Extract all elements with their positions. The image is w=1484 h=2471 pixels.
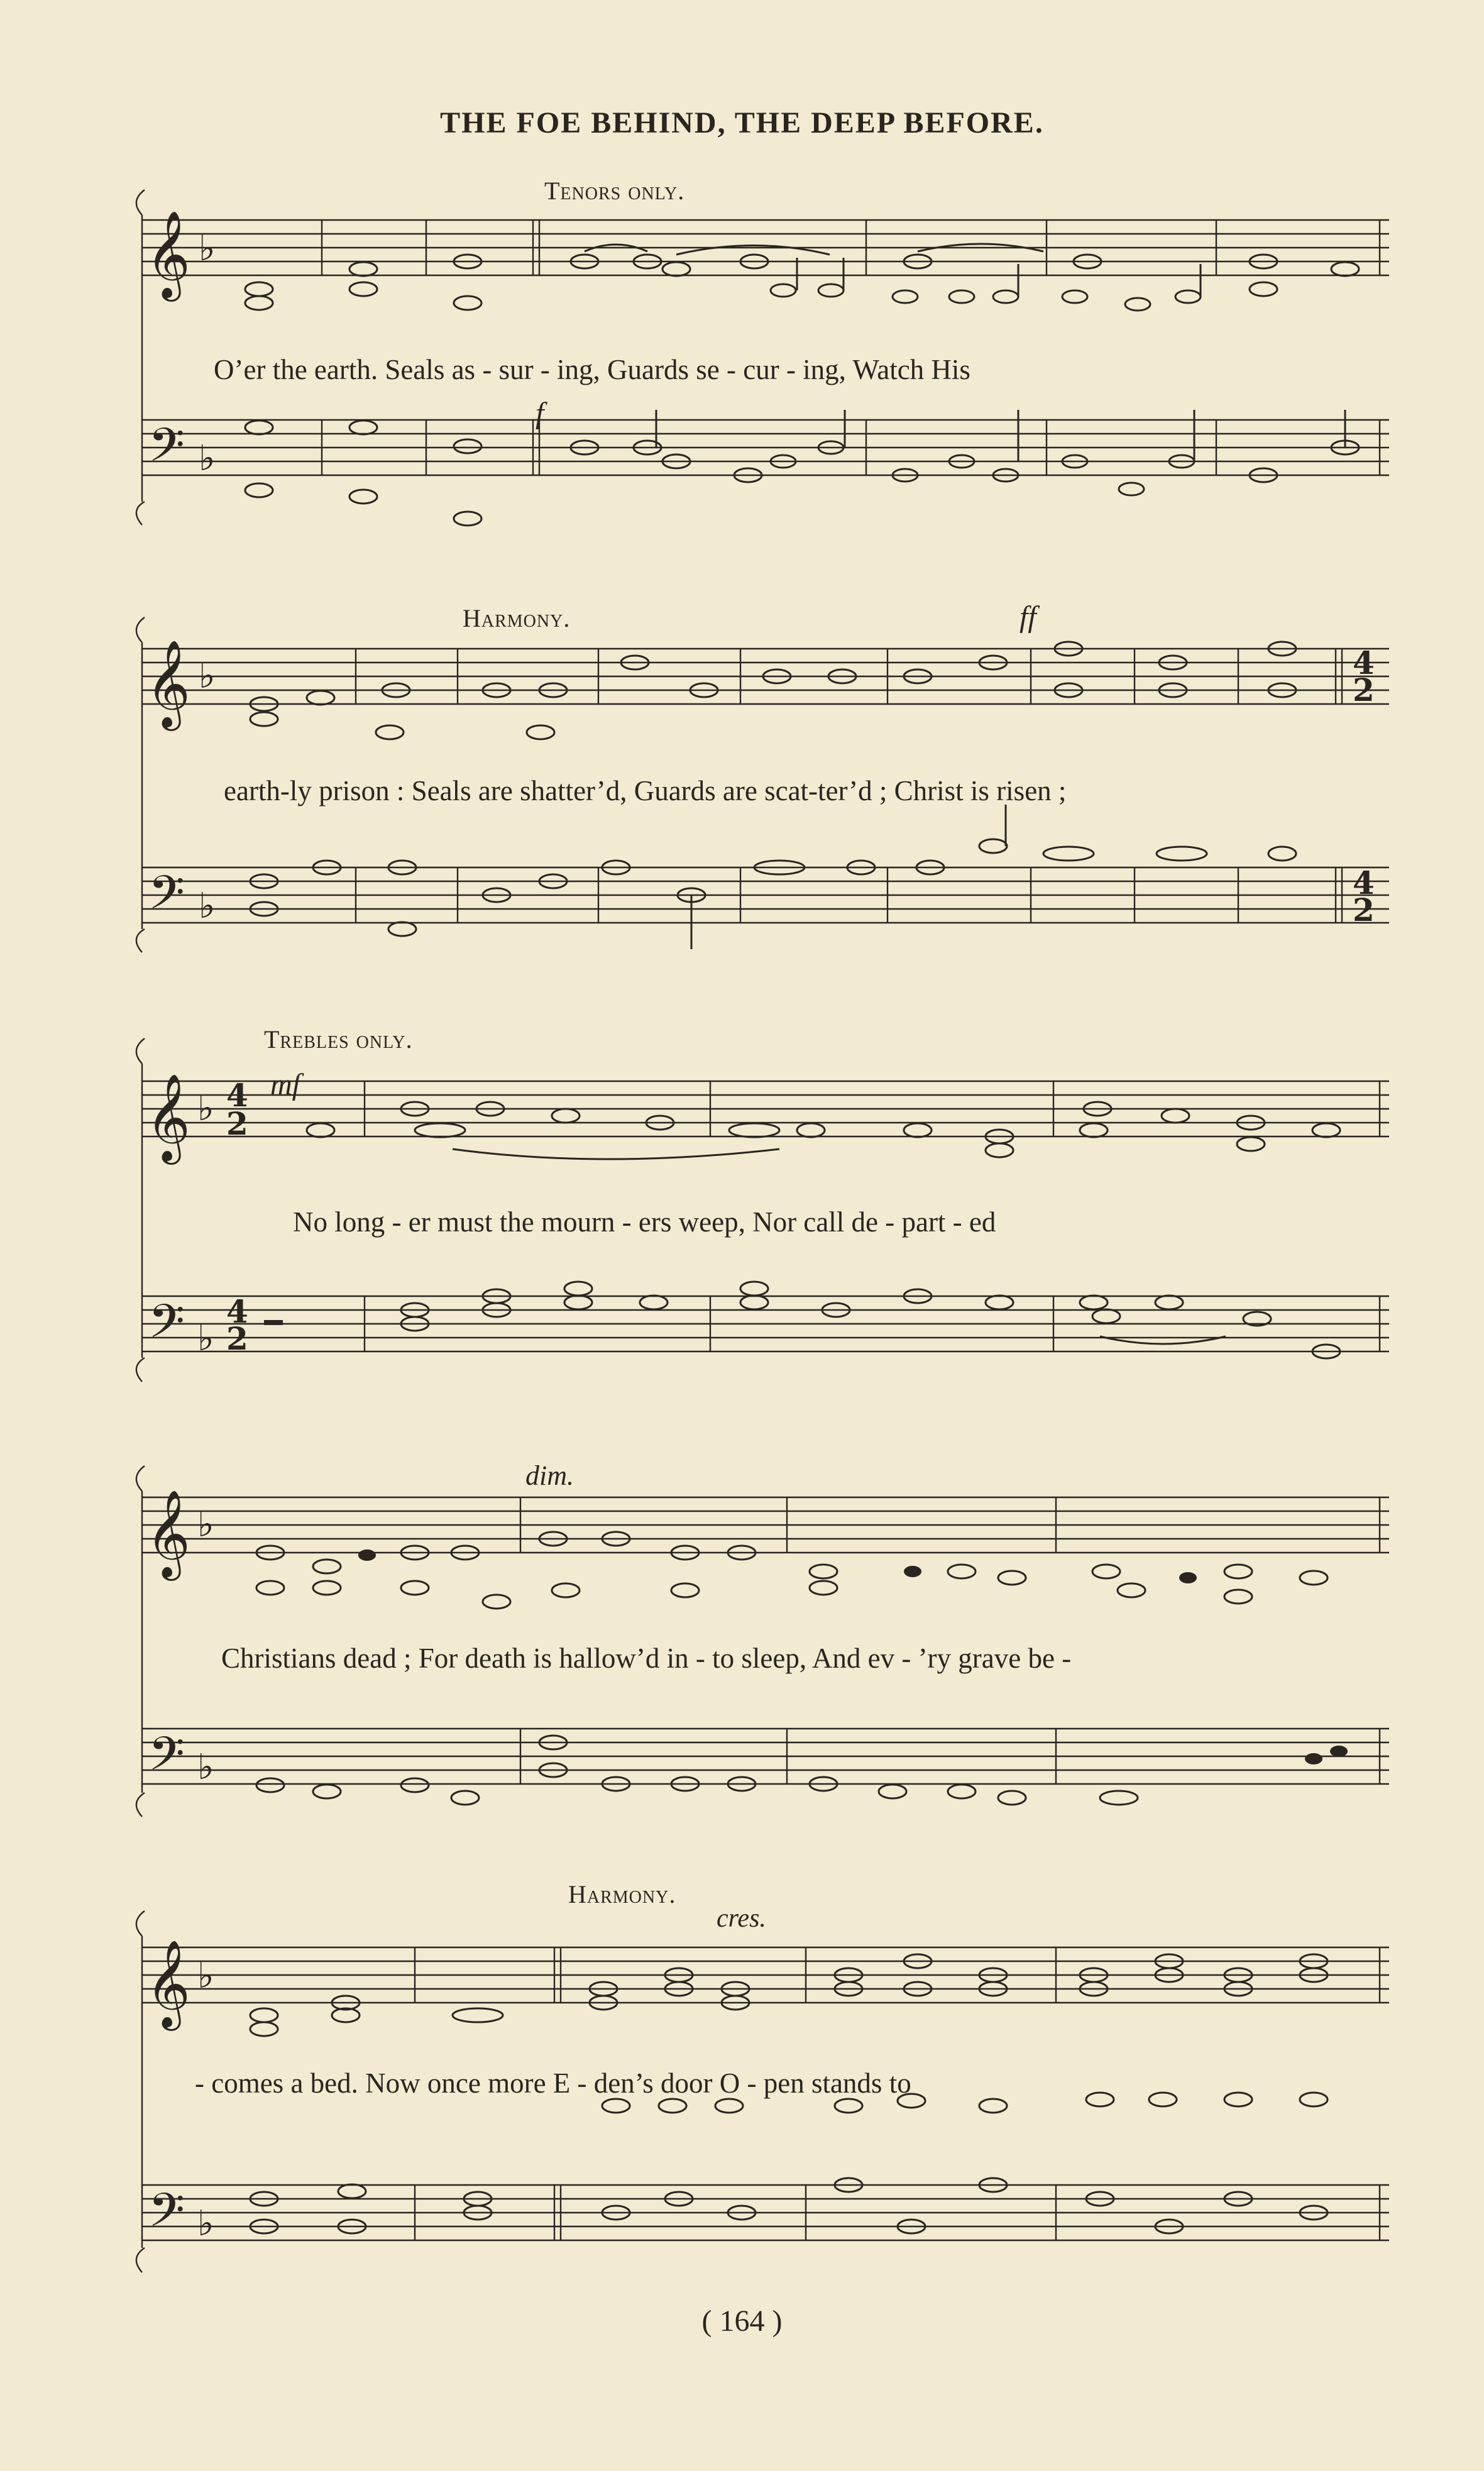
svg-text:2: 2 — [226, 1320, 248, 1357]
dynamic-marking: f — [536, 397, 544, 430]
svg-text:♭: ♭ — [197, 2203, 214, 2244]
svg-text:♭: ♭ — [199, 886, 216, 927]
svg-text:♭: ♭ — [199, 438, 216, 479]
lyrics-line: Christians dead ; For death is hallow’d in - to sleep, And ev - ’ry grave be - — [221, 1643, 1072, 1674]
treble-clef-icon: 𝄞 — [146, 211, 190, 298]
svg-text:♭: ♭ — [199, 228, 216, 269]
dynamic-marking: ff — [1020, 600, 1036, 634]
section-label: Trebles only. — [264, 1025, 413, 1054]
svg-text:♭: ♭ — [199, 656, 216, 696]
dynamic-marking: dim. — [525, 1460, 574, 1491]
dynamic-marking: mf — [270, 1068, 300, 1101]
lyrics-line: No long - er must the mourn - ers weep, Nor call de - part - ed — [293, 1206, 996, 1238]
svg-text:♭: ♭ — [197, 1318, 214, 1359]
music-system-4 — [0, 1452, 1484, 1829]
svg-text:4: 4 — [226, 1293, 248, 1330]
music-system-5 — [0, 1879, 1484, 2282]
bass-clef-icon: 𝄢 — [148, 1294, 185, 1360]
svg-text:2: 2 — [1353, 671, 1375, 708]
treble-clef-icon: 𝄞 — [146, 1490, 190, 1577]
svg-text:♭: ♭ — [197, 1956, 214, 1996]
svg-text:4: 4 — [1353, 864, 1375, 901]
section-label: Harmony. — [568, 1880, 676, 1908]
svg-text:♭: ♭ — [197, 1504, 214, 1545]
svg-text:♭: ♭ — [197, 1747, 214, 1788]
bass-clef-icon: 𝄢 — [148, 1727, 185, 1793]
svg-text:4: 4 — [226, 1077, 248, 1114]
treble-clef-icon: 𝄞 — [146, 640, 190, 727]
music-system-3 — [0, 1025, 1484, 1389]
section-label: Tenors only. — [544, 177, 685, 205]
treble-clef-icon: 𝄞 — [146, 1074, 190, 1161]
page-number: ( 164 ) — [701, 2304, 783, 2338]
svg-text:4: 4 — [1353, 644, 1375, 681]
svg-text:2: 2 — [226, 1105, 248, 1142]
bass-clef-icon: 𝄢 — [148, 418, 185, 484]
treble-clef-icon: 𝄞 — [146, 1940, 190, 2027]
dynamic-marking: cres. — [717, 1904, 766, 1933]
lyrics-line: O’er the earth. Seals as - sur - ing, Guards se - cur - ing, Watch His — [214, 354, 970, 385]
lower-staff — [142, 420, 1389, 475]
staff-graphics — [0, 1452, 1484, 1829]
section-label: Harmony. — [463, 604, 571, 632]
lyrics-line: - comes a bed. Now once more E - den’s door O - pen stands to — [195, 2067, 911, 2099]
upper-staff — [142, 220, 1389, 275]
music-system-2 — [0, 600, 1484, 968]
svg-text:♭: ♭ — [197, 1088, 214, 1129]
bass-clef-icon: 𝄢 — [148, 2183, 185, 2249]
lyrics-line: earth-ly prison : Seals are shatter’d, Guards are scat-ter’d ; Christ is risen ; — [224, 775, 1067, 806]
bass-clef-icon: 𝄢 — [148, 866, 185, 932]
staff-graphics — [0, 176, 1484, 528]
svg-text:2: 2 — [1353, 891, 1375, 928]
page-title: THE FOE BEHIND, THE DEEP BEFORE. — [440, 106, 1044, 140]
music-system-1 — [0, 176, 1484, 528]
